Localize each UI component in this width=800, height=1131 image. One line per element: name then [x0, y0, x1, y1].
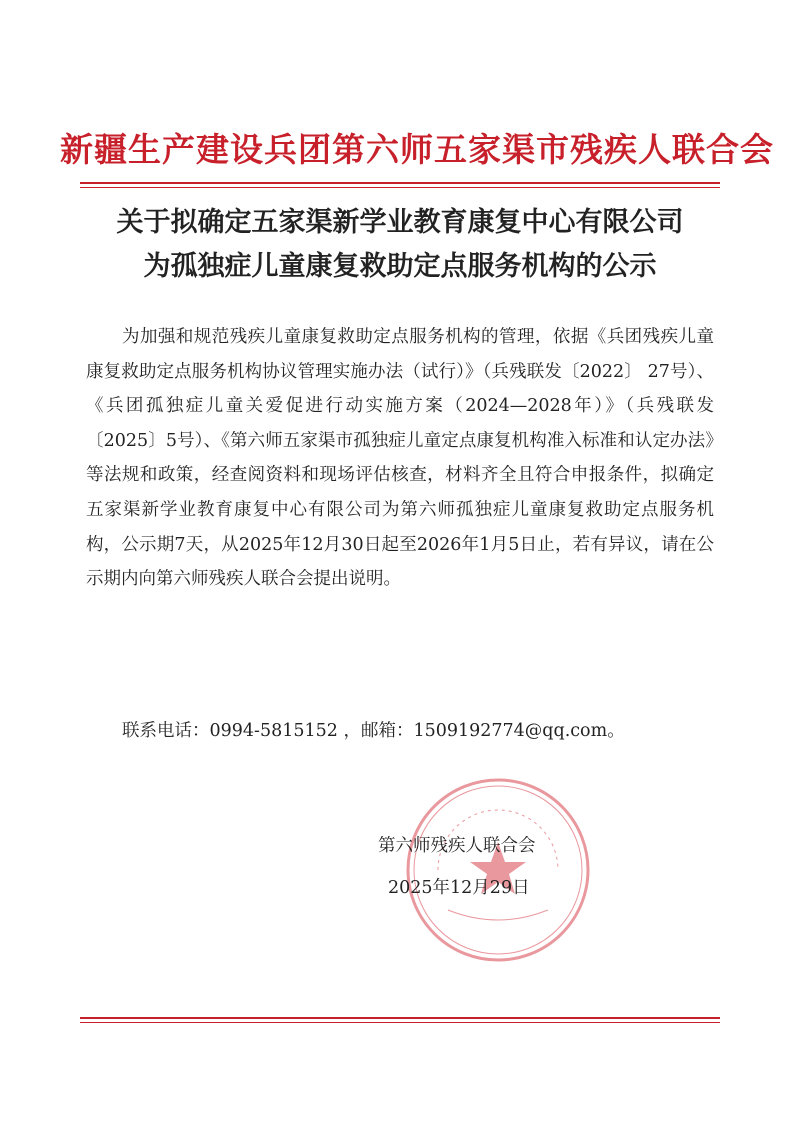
body-section: [86, 320, 714, 597]
signature-organization: 第六师残疾人联合会: [378, 836, 536, 856]
header-divider-thin: [80, 187, 720, 188]
signature-date: 2025年12月29日: [388, 878, 530, 898]
header-divider: [80, 182, 720, 184]
contact-info: 联系电话：0994-5815152 ，邮箱：1509192774@qq.com。: [122, 721, 625, 741]
document-title-line-2: 为孤独症儿童康复救助定点服务机构的公示: [143, 251, 657, 282]
footer-divider: [80, 1017, 720, 1019]
footer-divider-thin: [80, 1022, 720, 1023]
document-title-line-1: 关于拟确定五家渠新学业教育康复中心有限公司: [116, 207, 684, 238]
official-seal: [398, 770, 598, 970]
body-paragraph: 为加强和规范残疾儿童康复救助定点服务机构的管理，依据《兵团残疾儿童康复救助定点服务机构协议管理实施办法（试行）》（兵残联发〔2022〕 27号）、《兵团孤独症儿童关爱促进行动实施方案（2024—2028年）》（兵残联发〔2025〕5号）、《第六师五家渠市孤独症儿童定点康复机构准入标准和认定办法》等法规和政策，经查阅资料和现场评估核查，材料齐全且符合申报条件，拟确定五家渠新学业教育康复中心有限公司为第六师孤独症儿童康复救助定点服务机构，公示期7天，从2025年12月30日起至2026年1月5日止，若有异议，请在公示期内向第六师残疾人联合会提出说明。: [86, 327, 714, 590]
organization-header: 新疆生产建设兵团第六师五家渠市残疾人联合会: [60, 130, 774, 169]
